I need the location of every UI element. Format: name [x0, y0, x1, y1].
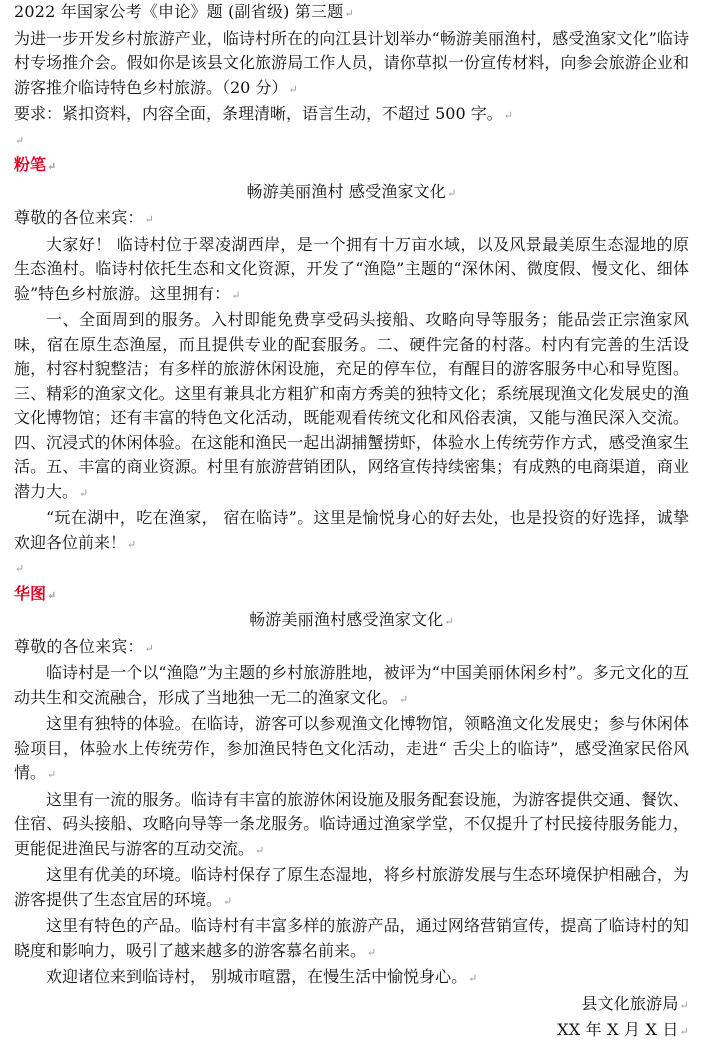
answer2-paragraph: 这里有独特的体验。在临诗，游客可以参观渔文化博物馆，领略渔文化发展史；参与休闲体验项目，体验水上传统劳作，参加渔民特色文化活动，走进“ 舌尖上的临诗”，感受渔家民俗风情。↵	[14, 714, 689, 782]
answer2-date: XX 年 X 月 X 日↵	[557, 1020, 689, 1039]
question-title: 2022 年国家公考《申论》题 (副省级) 第三题↵	[14, 2, 354, 21]
answer2-signature: 县文化旅游局↵	[581, 993, 689, 1013]
answer2-paragraph: 临诗村是一个以“渔隐”为主题的乡村旅游胜地，被评为“中国美丽休闲乡村”。多元文化的互动共生和交流融合，形成了当地独一无二的渔家文化。↵	[14, 663, 689, 707]
question-requirement: 要求：紧扣资料，内容全面，条理清晰，语言生动，不超过 500 字。↵	[14, 104, 513, 123]
blank-line: ↵	[15, 133, 25, 147]
answer1-greeting: 尊敬的各位来宾：↵	[14, 208, 155, 227]
answer1-paragraph: “玩在湖中，吃在渔家， 宿在临诗”。这里是愉悦身心的好去处，也是投资的好选择，诚挚欢迎各位前来！↵	[14, 508, 689, 552]
answer1-source-label: 粉笔↵	[14, 155, 57, 174]
question-body: 为进一步开发乡村旅游产业，临诗村所在的向江县计划举办“畅游美丽渔村，感受渔家文化”临诗村专场推介会。假如你是该县文化旅游局工作人员，请你草拟一份宣传材料，向参会旅游企业和游客推介临诗特色乡村旅游。（20 分）↵	[14, 28, 689, 97]
answer2-paragraph: 这里有优美的环境。临诗村保存了原生态湿地，将乡村旅游发展与生态环境保护相融合，为游客提供了生态宜居的环境。↵	[14, 865, 689, 909]
answer2-paragraph: 欢迎诸位来到临诗村， 别城市喧嚣，在慢生活中愉悦身心。↵	[46, 967, 478, 986]
answer1-paragraph: 大家好！ 临诗村位于翠凌湖西岸，是一个拥有十万亩水域，以及风景最美原生态湿地的原生态渔村。临诗村依托生态和文化资源，开发了“渔隐”主题的“深休闲、微度假、慢文化、细体验”特色乡村旅游。这里拥有：↵	[14, 234, 689, 303]
answer2-paragraph: 这里有特色的产品。临诗村有丰富多样的旅游产品，通过网络营销宣传，提高了临诗村的知晓度和影响力，吸引了越来越多的游客慕名前来。↵	[14, 916, 689, 960]
answer2-title: 畅游美丽渔村感受渔家文化↵	[249, 610, 454, 629]
answer1-title: 畅游美丽渔村 感受渔家文化↵	[246, 181, 457, 201]
answer2-greeting: 尊敬的各位来宾：↵	[14, 636, 155, 656]
blank-line: ↵	[15, 562, 25, 575]
answer1-paragraph: 一、全面周到的服务。入村即能免费享受码头接船、攻略向导等服务；能品尝正宗渔家风味，宿在原生态渔屋，而且提供专业的配套服务。二、硬件完备的村落。村内有完善的生活设施，村容村貌整洁；有多样的旅游休闲设施，充足的停车位，有醒目的游客服务中心和导览图。三、精彩的渔家文化。这里有兼具北方粗犷和南方秀美的独特文化；系统展现渔文化发展史的渔文化博物馆；还有丰富的特色文化活动，既能观看传统文化和风俗表演，又能与渔民深入交流。四、沉浸式的休闲体验。在这能和渔民一起出湖捕蟹捞虾，体验水上传统劳作方式，感受渔家生活。五、丰富的商业资源。村里有旅游营销团队，网络宣传持续密集；有成熟的电商渠道，商业潜力大。↵	[14, 310, 689, 501]
answer2-source-label: 华图↵	[14, 583, 57, 603]
answer2-paragraph: 这里有一流的服务。临诗有丰富的旅游休闲设施及服务配套设施，为游客提供交通、餐饮、住宿、码头接船、攻略向导等一条龙服务。临诗通过渔家学堂，不仅提升了村民接待服务能力，更能促进渔民与游客的互动交流。↵	[14, 789, 689, 858]
